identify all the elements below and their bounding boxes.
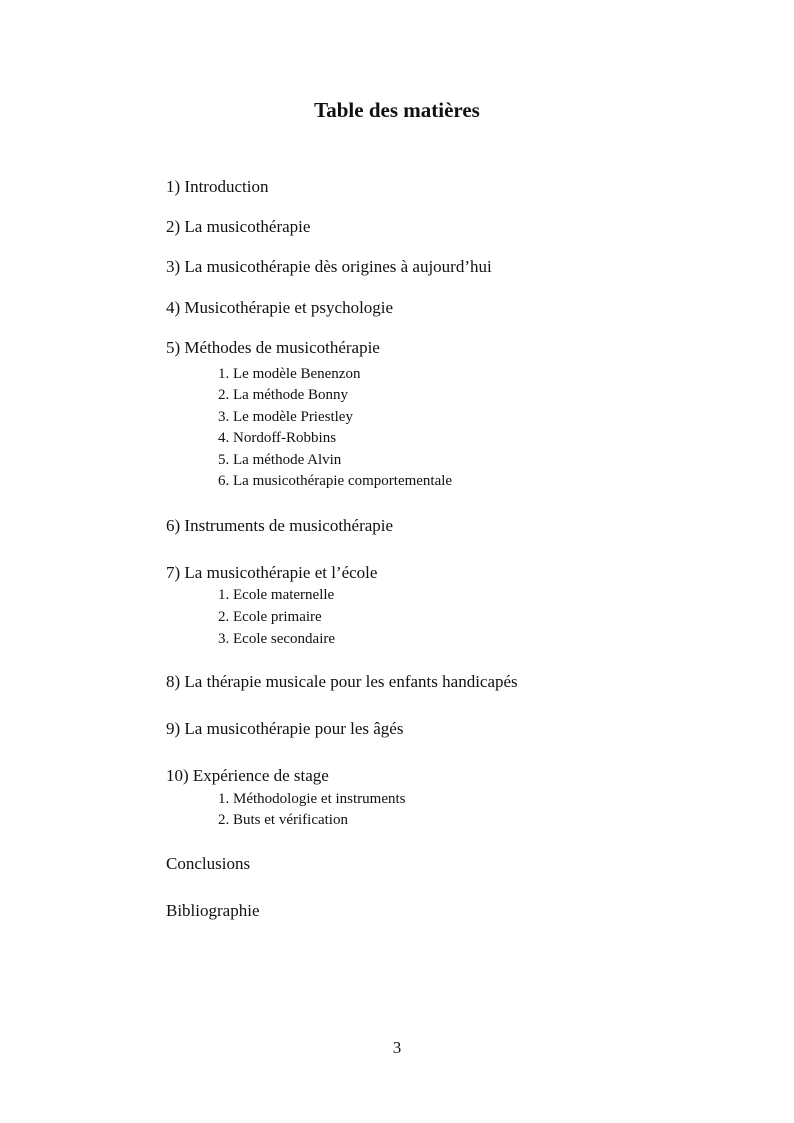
toc-subitem: 1. Le modèle Benenzon bbox=[218, 366, 361, 382]
toc-entry-handicapes: 8) La thérapie musicale pour les enfants handicapés bbox=[166, 672, 518, 691]
toc-subitem: 6. La musicothérapie comportementale bbox=[218, 473, 453, 489]
toc-subitem: 5. La méthode Alvin bbox=[218, 452, 342, 468]
toc-entry-psychologie: 4) Musicothérapie et psychologie bbox=[166, 298, 394, 317]
toc-subitem: 2. Buts et vérification bbox=[218, 812, 348, 828]
toc-subitem: 3. Le modèle Priestley bbox=[218, 409, 353, 425]
toc-entry-methodes: 5) Méthodes de musicothérapie bbox=[166, 338, 380, 357]
toc-subitem: 3. Ecole secondaire bbox=[218, 631, 336, 647]
toc-entry-conclusions: Conclusions bbox=[166, 854, 251, 873]
toc-entry-bibliographie: Bibliographie bbox=[166, 901, 260, 920]
toc-entry-stage: 10) Expérience de stage bbox=[166, 766, 329, 785]
toc-subitem: 2. Ecole primaire bbox=[218, 609, 322, 625]
toc-entry-instruments: 6) Instruments de musicothérapie bbox=[166, 516, 394, 535]
page-title: Table des matières bbox=[314, 98, 480, 122]
toc-subitem: 2. La méthode Bonny bbox=[218, 387, 348, 403]
toc-entry-origines: 3) La musicothérapie dès origines à aujourd’hui bbox=[166, 257, 492, 276]
toc-subitem: 4. Nordoff-Robbins bbox=[218, 430, 337, 446]
toc-entry-ecole: 7) La musicothérapie et l’école bbox=[166, 563, 378, 582]
toc-entry-ages: 9) La musicothérapie pour les âgés bbox=[166, 719, 404, 738]
toc-subitem: 1. Méthodologie et instruments bbox=[218, 791, 406, 807]
toc-entry-introduction: 1) Introduction bbox=[166, 177, 269, 196]
toc-subitem: 1. Ecole maternelle bbox=[218, 587, 335, 603]
toc-entry-musicotherapie: 2) La musicothérapie bbox=[166, 217, 311, 236]
page-number: 3 bbox=[392, 1038, 402, 1057]
